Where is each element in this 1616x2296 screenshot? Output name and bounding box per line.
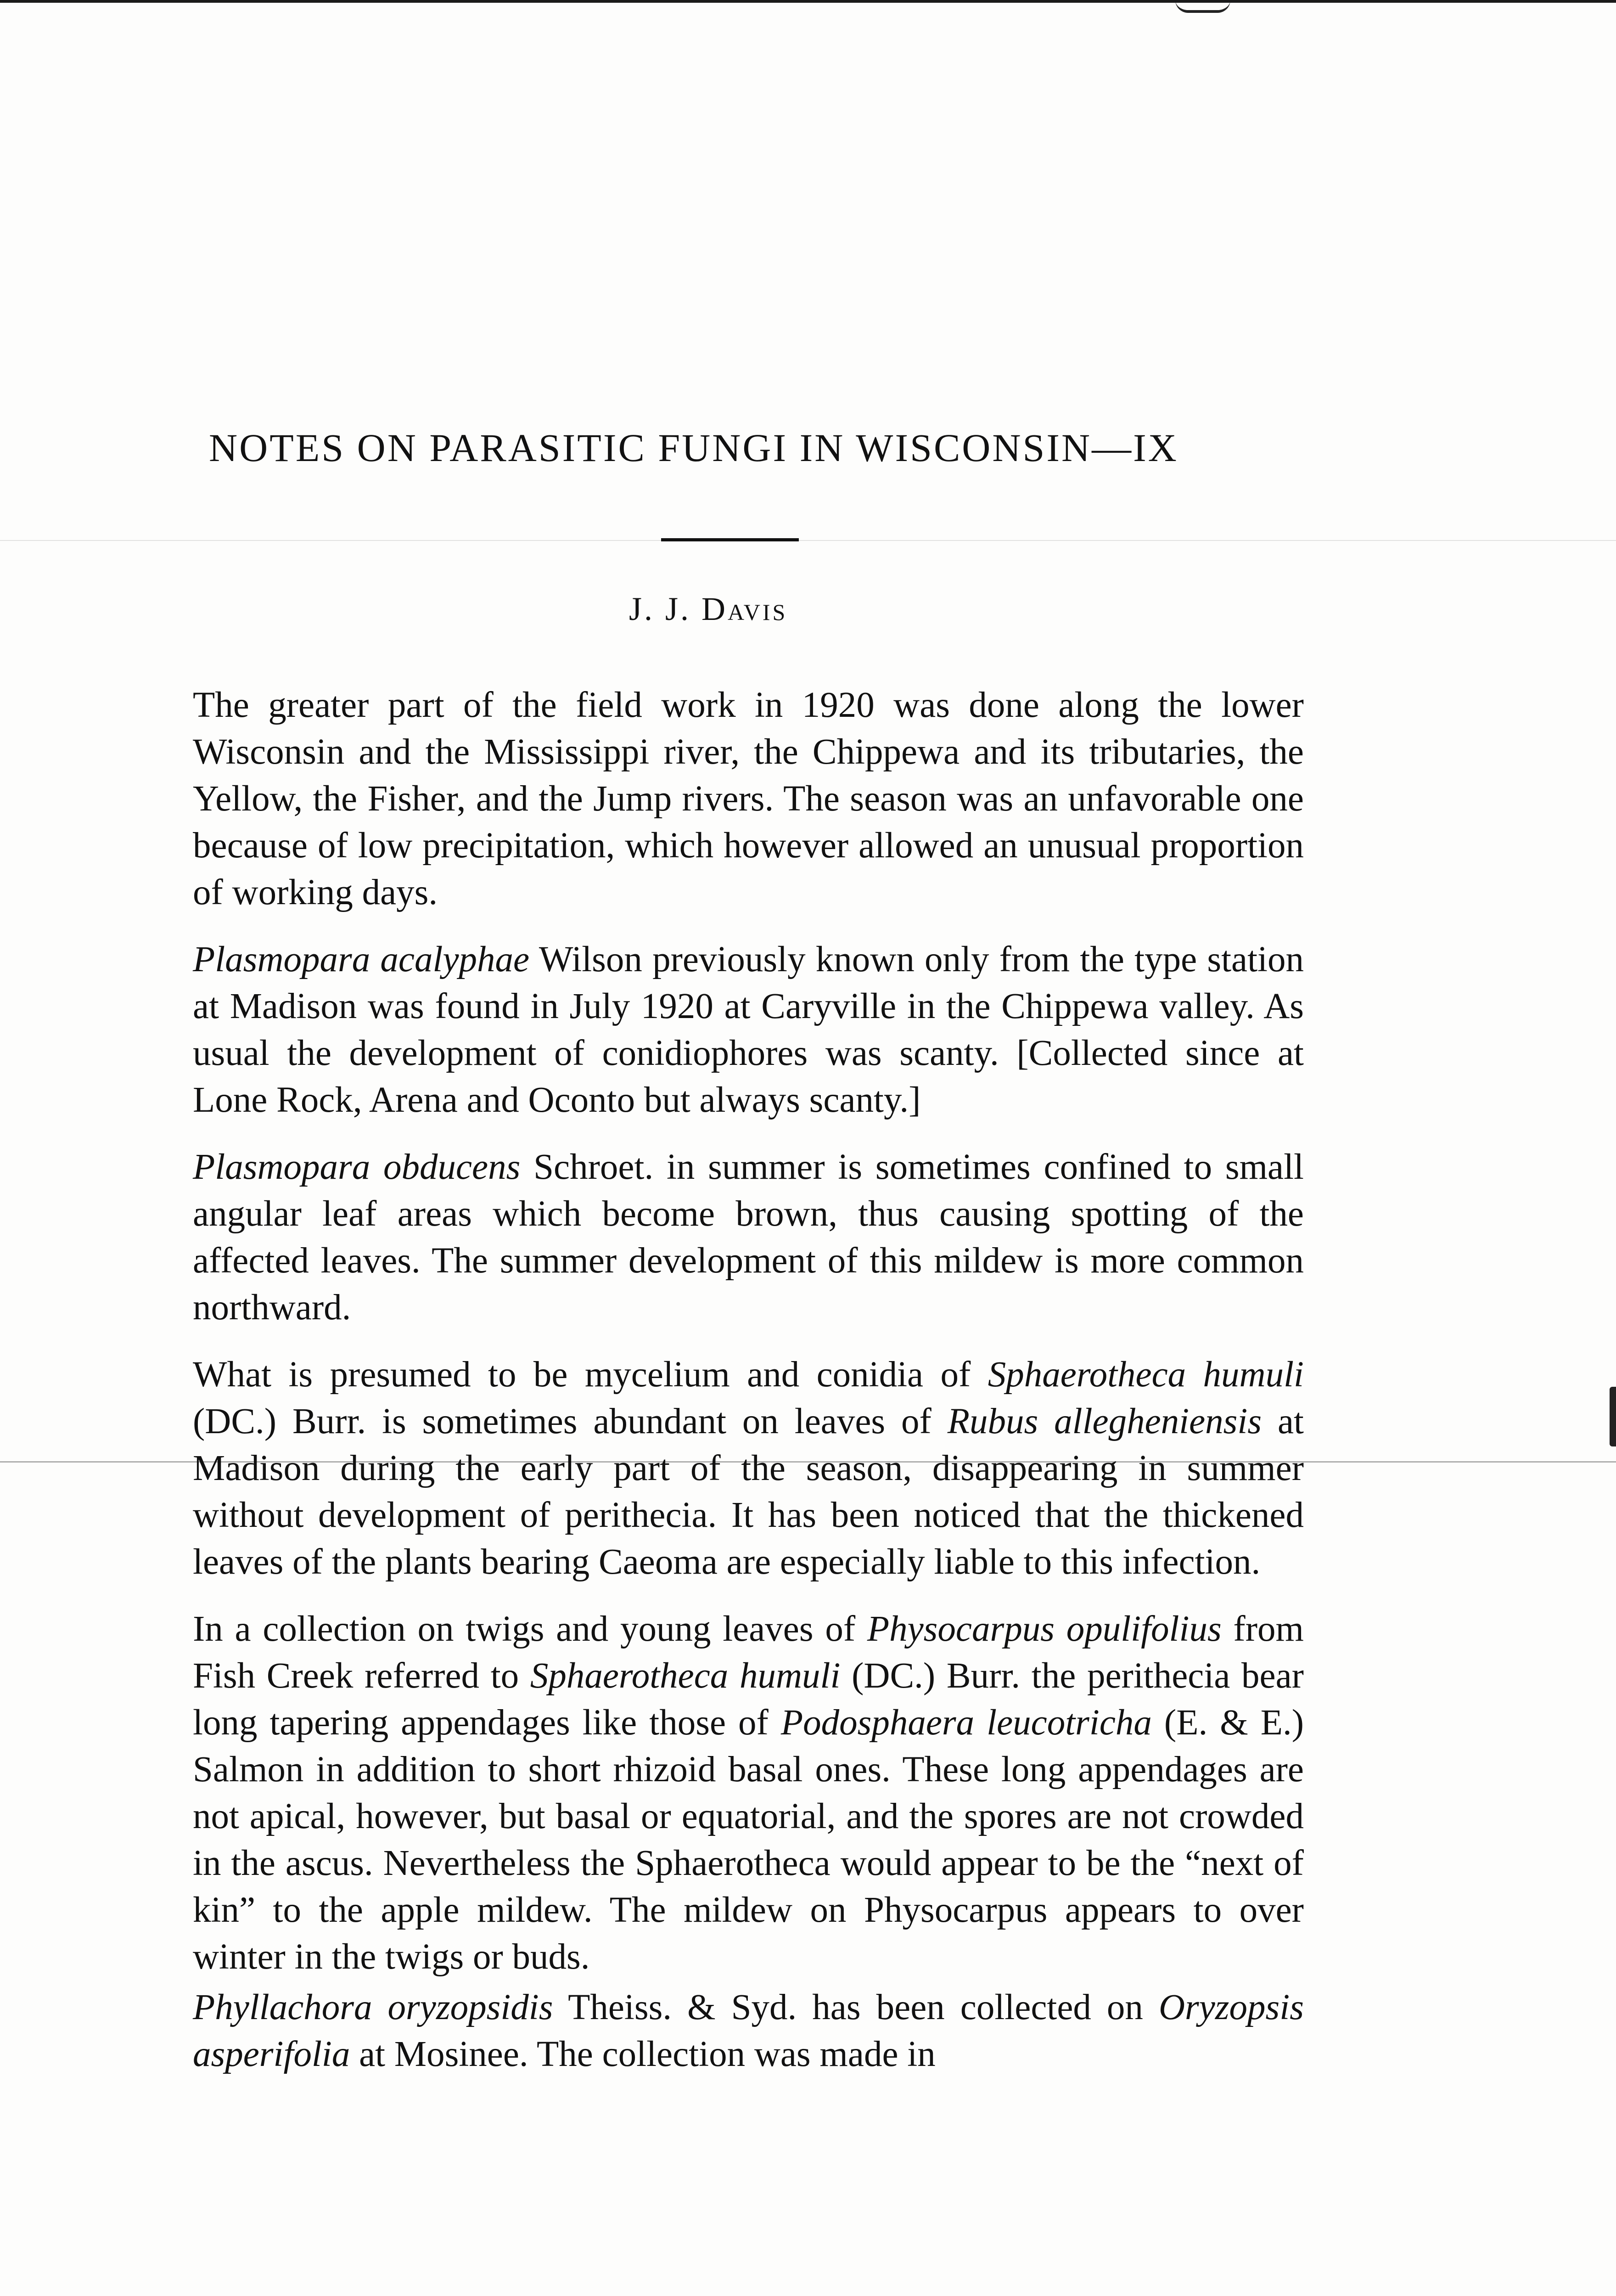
paragraph-text: (E. & E.) Salmon in addition to short rhizoid basal ones. These long appendages are not apical, however, but basal or equatorial, and the spores are not crowded in the ascus. Nevertheless the Sphaerotheca would appear to be the “next of kin” to the apple mildew. The mildew on Physocarpus appears to over winter in the twigs or buds.: [193, 1703, 1304, 1977]
scan-top-edge: [0, 0, 1616, 3]
paragraph-text: (DC.) Burr. the perithecia bear long tapering appendages like those of: [193, 1656, 1304, 1743]
paragraph: [193, 1984, 1304, 2078]
taxon-name: Physocarpus opulifolius: [867, 1609, 1222, 1649]
paragraph-text: Wilson previously known only from the type station at Madison was found in July 1920 at Caryville in the Chippewa valley. As usual the development of conidiophores was scanty. [Collected since at Lone Rock, Arena and Oconto but always scanty.]: [193, 940, 1304, 1120]
taxon-name: Sphaerotheca humuli: [988, 1355, 1304, 1395]
paragraph-text: The greater part of the field work in 1920 was done along the lower Wisconsin and the Mississippi river, the Chippewa and its tributaries, the Yellow, the Fisher, and the Jump rivers. The season was an unfavorable one because of low precipitation, which however allowed an unusual proportion of working days.: [193, 685, 1304, 912]
paragraph: [193, 1351, 1304, 1586]
paragraph-text: In a collection on twigs and young leaves of: [193, 1609, 867, 1649]
taxon-name: Plasmopara obducens: [193, 1147, 521, 1187]
taxon-name: Sphaerotheca humuli: [530, 1656, 841, 1696]
taxon-name: Podosphaera leucotricha: [780, 1703, 1152, 1743]
paragraph: [193, 682, 1304, 916]
author-byline: [629, 590, 996, 628]
taxon-name: Rubus allegheniensis: [947, 1401, 1262, 1441]
taxon-name: Oryzopsis asperifolia: [193, 1987, 1304, 2074]
author-surname: Davis: [701, 591, 788, 627]
paragraph-text: What is presumed to be mycelium and conidia of: [193, 1355, 988, 1395]
paragraph-text: from Fish Creek referred to: [193, 1609, 1304, 1696]
paragraph-text: Theiss. & Syd. has been collected on: [553, 1987, 1159, 2027]
paragraph-text: at Madison during the early part of the season, disappearing in summer without development of perithecia. It has been noticed that the thickened leaves of the plants bearing Caeoma are especially liable to this infection.: [193, 1401, 1304, 1582]
scan-corner-mark: [1175, 0, 1230, 13]
scan-fold-line: [0, 540, 1616, 541]
paragraph-text: Schroet. in summer is sometimes confined to small angular leaf areas which become brown, thus causing spotting of the affected leaves. The summer development of this mildew is more common northward.: [193, 1147, 1304, 1328]
taxon-name: Plasmopara acalyphae: [193, 940, 530, 979]
taxon-name: Phyllachora oryzopsidis: [193, 1987, 553, 2027]
author-initials: J. J.: [629, 591, 702, 627]
title-rule: [661, 538, 799, 541]
paragraph-text: (DC.) Burr. is sometimes abundant on leaves of: [193, 1401, 948, 1441]
paragraph-text: at Mosinee. The collection was made in: [350, 2034, 936, 2074]
scan-edge-mark: [1610, 1387, 1616, 1446]
article-body: [193, 682, 1304, 2098]
paragraph: [193, 1144, 1304, 1331]
article-title: NOTES ON PARASITIC FUNGI IN WISCONSIN—IX: [209, 426, 1178, 470]
paragraph: [193, 936, 1304, 1124]
paragraph: [193, 1606, 1304, 1981]
